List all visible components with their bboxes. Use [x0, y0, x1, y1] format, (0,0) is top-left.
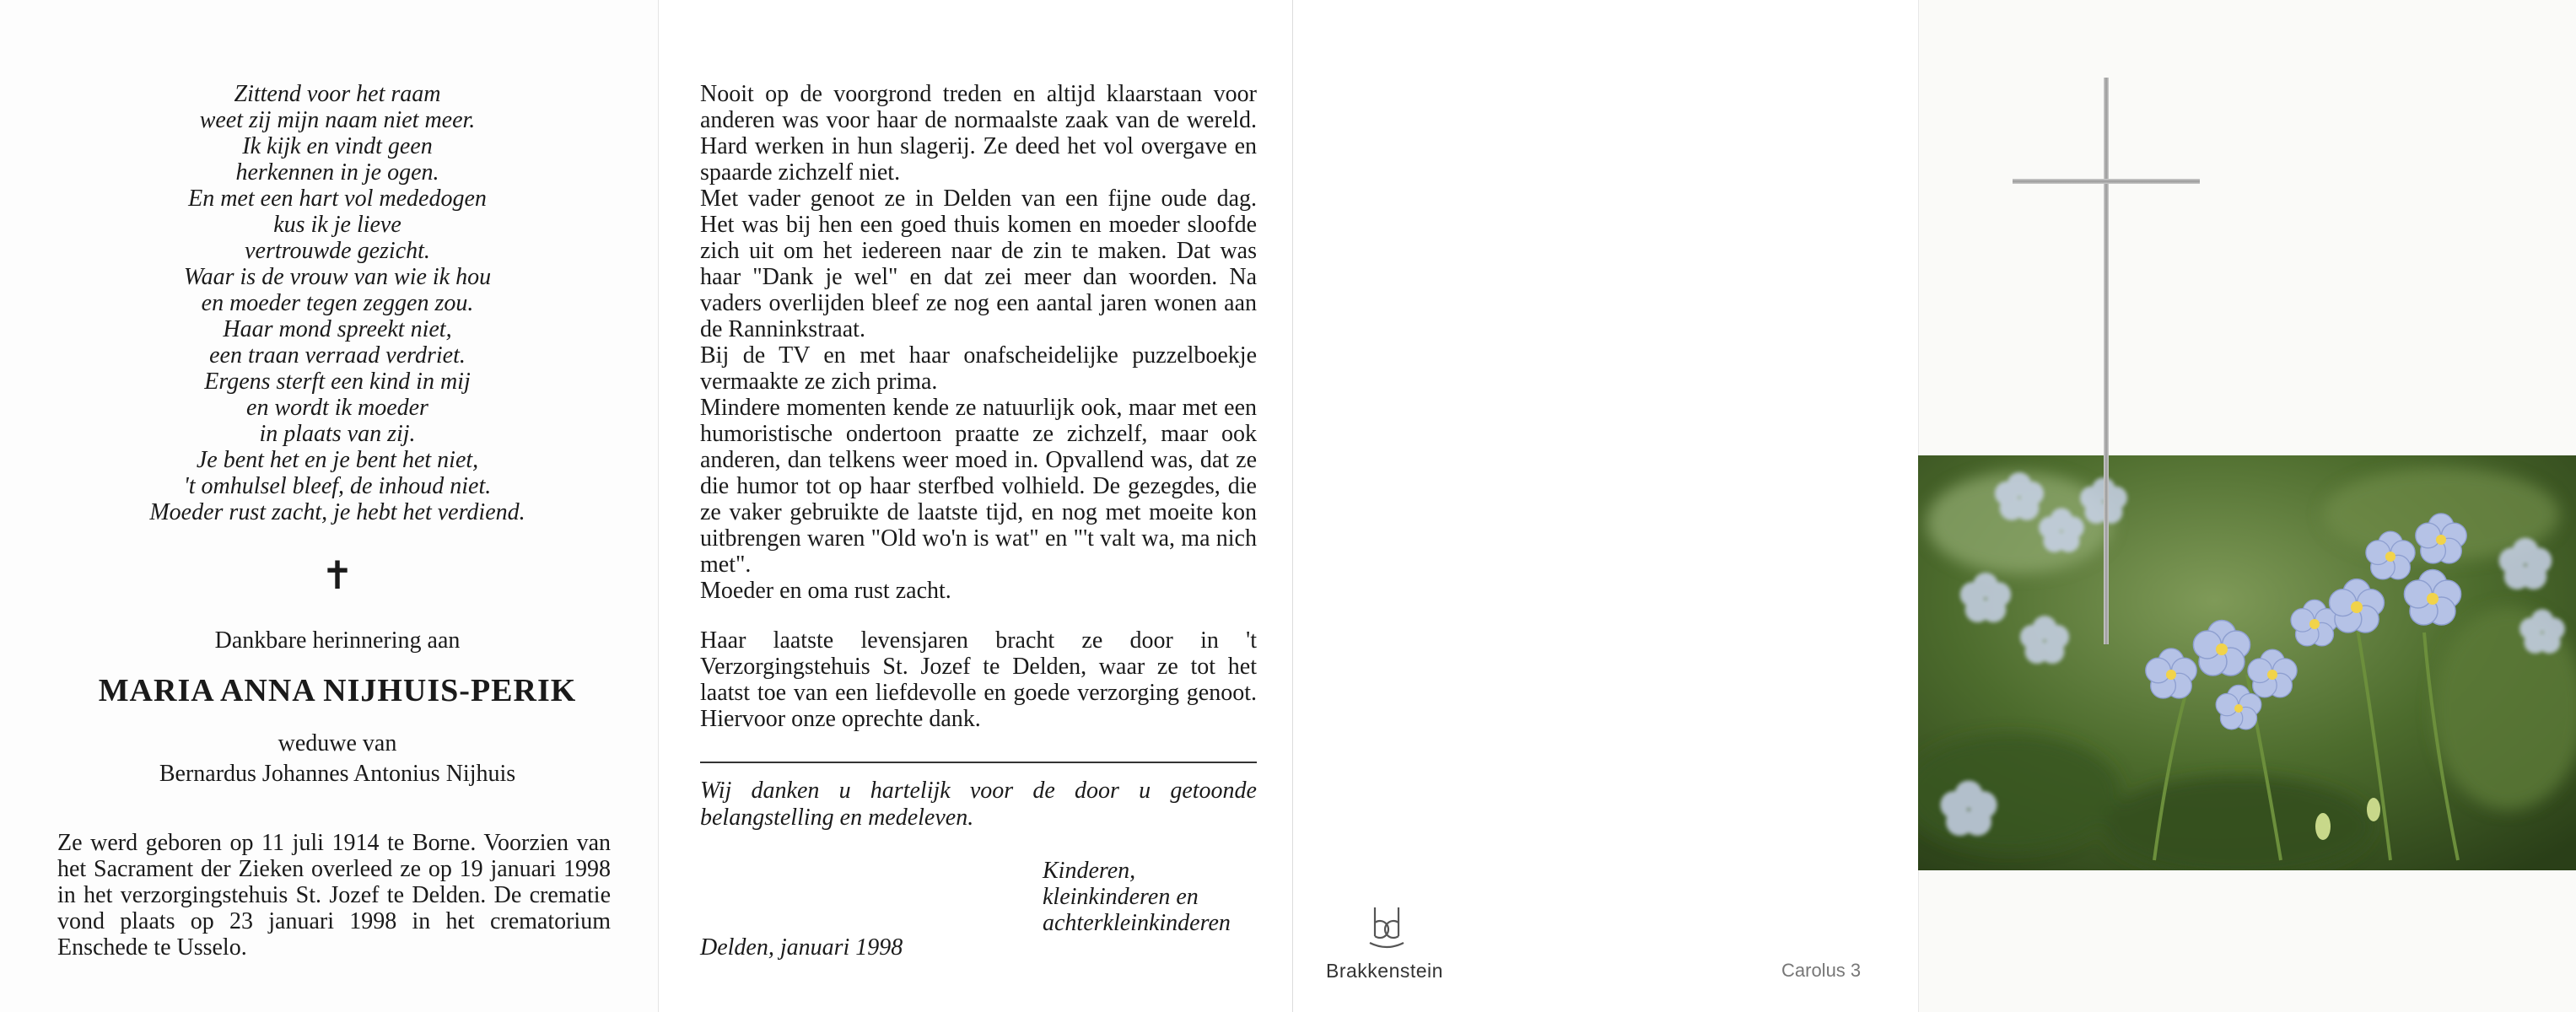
poem-line: in plaats van zij.: [259, 421, 416, 447]
story-paragraph: Nooit op de voorgrond treden en altijd klaarstaan voor anderen was voor haar de normaalste zaak van de wereld. Hard werken in hun slagerij. Ze deed het vol overgave en spaarde zichzelf niet.: [700, 81, 1257, 186]
cross-icon: ✝: [321, 554, 354, 597]
cross-horizontal-bar: [2013, 179, 2200, 184]
story-paragraph: Bij de TV en met haar onafscheidelijke puzzelboekje vermaakte ze zich prima.: [700, 342, 1257, 395]
card-model: Carolus 3: [1781, 960, 1862, 981]
place-date: Delden, januari 1998: [700, 934, 903, 961]
life-story: [700, 81, 1257, 732]
forget-me-not-photo: [1918, 455, 2576, 870]
signature-line: kleinkinderen en: [1043, 884, 1199, 910]
poem-line: weet zij mijn naam niet meer.: [199, 107, 476, 133]
poem-line: een traan verraad verdriet.: [209, 342, 466, 369]
poem-line: Ergens sterft een kind in mij: [204, 369, 471, 395]
widow-of-label: weduwe van: [278, 730, 397, 756]
story-paragraph: Met vader genoot ze in Delden van een fijne oude dag. Het was bij hen een goed thuis komen en moeder sloofde zich uit om het iedereen naar de zin te maken. Dat was haar "Dank je wel" en dat zei meer dan woorden. Na vaders overlijden bleef ze nog een aantal jaren wonen aan de Ranninkstraat.: [700, 186, 1257, 342]
poem-line: Moeder rust zacht, je hebt het verdiend.: [149, 499, 525, 525]
story-paragraph: Haar laatste levensjaren bracht ze door in 't Verzorgingstehuis St. Jozef te Delden, waar ze tot het laatst toe van een liefdevolle en goede verzorging genoot. Hiervoor onze oprechte dank.: [700, 627, 1257, 732]
poem-line: Haar mond spreekt niet,: [223, 316, 452, 342]
remembrance-heading: Dankbare herinnering aan: [214, 627, 461, 654]
poem-line: en wordt ik moeder: [246, 395, 428, 421]
poem-line: kus ik je lieve: [273, 212, 401, 238]
poem-line: en moeder tegen zeggen zou.: [201, 290, 474, 316]
poem-line: En met een hart vol mededogen: [188, 186, 487, 212]
poem-line: Waar is de vrouw van wie ik hou: [183, 264, 492, 290]
poem-line: Ik kijk en vindt geen: [242, 133, 433, 159]
poem-line: Zittend voor het raam: [234, 81, 441, 107]
back-panel: [1292, 0, 1918, 1012]
family-signature: [1043, 858, 1231, 936]
story-paragraph: Mindere momenten kende ze natuurlijk ook, maar met een humoristische ondertoon praatte ze zichzelf, maar ook anderen, dan telkens weer moed in. Opvallend was, dat ze die humor tot op haar sterfbed volhield. De gezegdes, die ze vaker gebruikte de laatste tijd, en nog met moeite kon uitbrengen waren "Old wo'n is wat" en "'t valt wa, ma nich met".: [700, 395, 1257, 578]
signature-line: achterkleinkinderen: [1043, 910, 1231, 936]
poem-line: 't omhulsel bleef, de inhoud niet.: [183, 473, 492, 499]
deceased-name: MARIA ANNA NIJHUIS-PERIK: [98, 673, 577, 708]
biography-text: Ze werd geboren op 11 juli 1914 te Borne. Voorzien van het Sacrament der Zieken overleed ze op 19 januari 1998 in het verzorgingstehuis St. Jozef te Delden. De crematie vond plaats op 23 januari 1998 in het crematorium Enschede te Usselo.: [57, 830, 611, 961]
cross-vertical-bar: [2104, 78, 2109, 644]
thanks-text: Wij danken u hartelijk voor de door u getoonde belangstelling en medeleven.: [700, 778, 1257, 831]
publisher-name: Brakkenstein: [1326, 960, 1443, 982]
poem-line: vertrouwde gezicht.: [245, 238, 430, 264]
signature-line: Kinderen,: [1043, 858, 1136, 884]
divider-line: [700, 762, 1257, 763]
poem-line: Je bent het en je bent het niet,: [196, 447, 479, 473]
publisher-logo-icon: [1363, 902, 1410, 950]
story-paragraph: Moeder en oma rust zacht.: [700, 578, 951, 604]
husband-name: Bernardus Johannes Antonius Nijhuis: [159, 761, 516, 787]
poem-line: herkennen in je ogen.: [235, 159, 439, 186]
memorial-poem: [0, 81, 675, 525]
